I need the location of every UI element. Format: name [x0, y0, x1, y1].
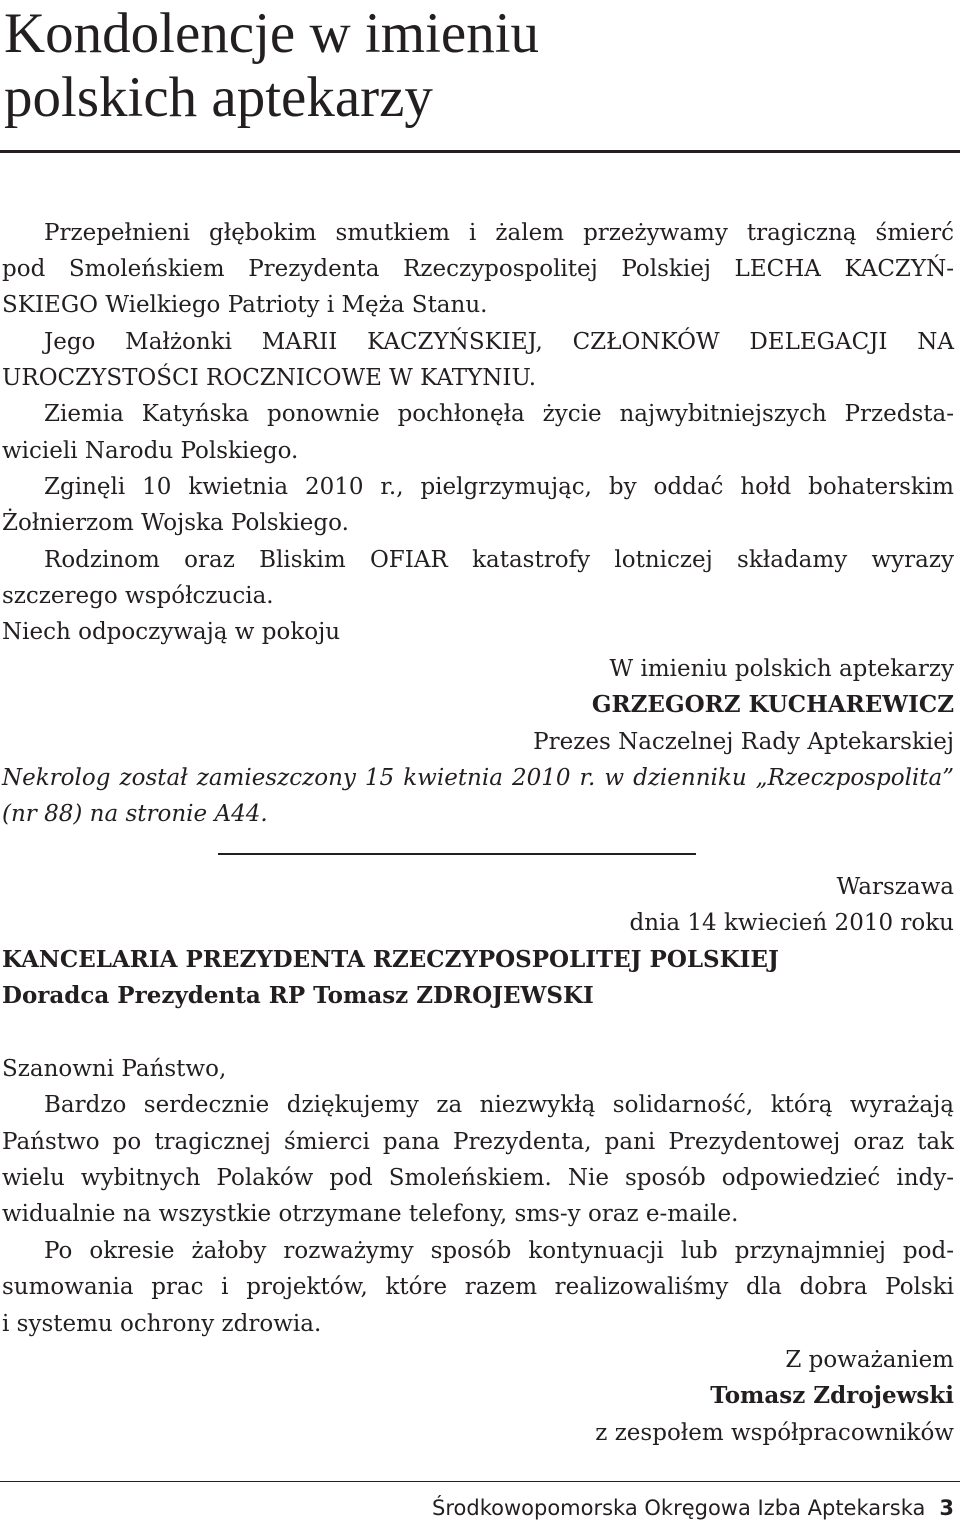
paragraph-line: wicieli Narodu Polskiego.	[2, 438, 299, 464]
paragraph-line: SKIEGO Wielkiego Patrioty i Męża Stanu.	[2, 292, 488, 318]
paragraph-line: Żołnierzom Wojska Polskiego.	[2, 510, 349, 536]
letter-date: dnia 14 kwiecień 2010 roku	[629, 910, 954, 936]
paragraph-line: sumowania prac i projektów, które razem realizowaliśmy dla dobra Polski	[2, 1274, 954, 1300]
section-divider	[218, 853, 696, 855]
letter-closing-team: z zespołem współpracowników	[595, 1420, 954, 1446]
paragraph-line: widualnie na wszystkie otrzymane telefony, sms-y oraz e-maile.	[2, 1201, 739, 1227]
paragraph-line: wielu wybitnych Polaków pod Smoleńskiem. Nie sposób odpowiedzieć indy-	[2, 1165, 954, 1191]
article-title-line-1: Kondolencje w imieniu	[4, 2, 540, 65]
paragraph-line: Bardzo serdecznie dziękujemy za niezwykłą solidarność, którą wyrażają	[44, 1092, 954, 1118]
article-title	[4, 2, 944, 130]
article-title-line-2: polskich aptekarzy	[4, 66, 433, 129]
paragraph-line: Ziemia Katyńska ponownie pochłonęła życie najwybitniejszych Przedsta-	[44, 401, 954, 427]
page-number: 3	[939, 1496, 954, 1520]
letter-sender: Doradca Prezydenta RP Tomasz ZDROJEWSKI	[2, 982, 594, 1009]
footer-publication: Środkowopomorska Okręgowa Izba Aptekarska	[432, 1496, 926, 1520]
signature-intro: W imieniu polskich aptekarzy	[609, 656, 954, 682]
title-rule	[0, 150, 960, 153]
publication-note: (nr 88) na stronie A44.	[2, 801, 268, 827]
signature-name: GRZEGORZ KUCHAREWICZ	[591, 691, 954, 718]
page-footer	[432, 1494, 954, 1522]
paragraph-line: i systemu ochrony zdrowia.	[2, 1311, 322, 1337]
paragraph-line: Zginęli 10 kwietnia 2010 r., pielgrzymując, by oddać hołd bohaterskim	[44, 474, 954, 500]
paragraph-line: Państwo po tragicznej śmierci pana Prezydenta, pani Prezydentowej oraz tak	[2, 1129, 954, 1155]
letter-office: KANCELARIA PREZYDENTA RZECZYPOSPOLITEJ POLSKIEJ	[2, 946, 779, 973]
letter-place: Warszawa	[836, 874, 954, 900]
paragraph-line: Przepełnieni głębokim smutkiem i żalem przeżywamy tragiczną śmierć	[44, 220, 954, 246]
signature-role: Prezes Naczelnej Rady Aptekarskiej	[533, 729, 954, 755]
paragraph-line: Niech odpoczywają w pokoju	[2, 619, 341, 645]
paragraph-line: szczerego współczucia.	[2, 583, 274, 609]
paragraph-line: pod Smoleńskiem Prezydenta Rzeczypospolitej Polskiej LECHA KACZYŃ-	[2, 256, 954, 282]
paragraph-line: Jego Małżonki MARII KACZYŃSKIEJ, CZŁONKÓW DELEGACJI NA	[44, 329, 954, 355]
letter-closing: Z poważaniem	[785, 1347, 954, 1373]
paragraph-line: Po okresie żałoby rozważymy sposób kontynuacji lub przynajmniej pod-	[44, 1238, 954, 1264]
paragraph-line: Rodzinom oraz Bliskim OFIAR katastrofy lotniczej składamy wyrazy	[44, 547, 954, 573]
footer-rule	[0, 1481, 960, 1482]
paragraph-line: UROCZYSTOŚCI ROCZNICOWE W KATYNIU.	[2, 365, 537, 391]
publication-note: Nekrolog został zamieszczony 15 kwietnia 2010 r. w dzienniku „Rzeczpospolita”	[2, 765, 954, 791]
letter-salutation: Szanowni Państwo,	[2, 1056, 227, 1082]
letter-closing-name: Tomasz Zdrojewski	[710, 1382, 954, 1409]
